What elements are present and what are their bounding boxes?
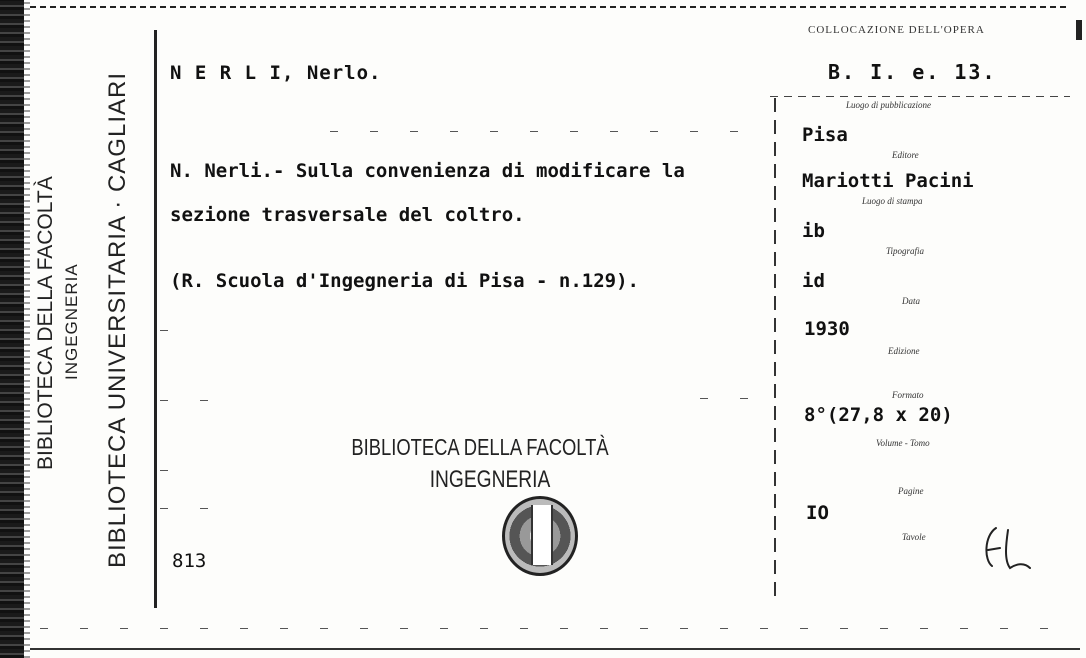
field-value-format: 8°(27,8 x 20) bbox=[804, 404, 953, 426]
faculty-stamp-vertical-line2: INGEGNERIA bbox=[62, 263, 81, 380]
inventory-number: 813 bbox=[172, 550, 207, 572]
field-value-pages: IO bbox=[806, 502, 829, 524]
faculty-stamp-line2: INGEGNERIA bbox=[429, 466, 551, 493]
ruled-line bbox=[700, 398, 770, 399]
right-edge-mark bbox=[1076, 20, 1082, 40]
faculty-stamp-line1: BIBLIOTECA DELLA FACOLTÀ bbox=[351, 434, 609, 460]
ruled-line bbox=[160, 470, 200, 471]
bottom-border bbox=[30, 648, 1080, 650]
field-label-date: Data bbox=[902, 296, 920, 306]
field-label-volume: Volume - Tomo bbox=[876, 438, 930, 448]
field-label-publisher: Editore bbox=[892, 150, 919, 160]
title-line-1: N. Nerli.- Sulla convenienza di modificare la bbox=[170, 160, 685, 182]
field-label-edition: Edizione bbox=[888, 346, 920, 356]
ruled-line bbox=[40, 628, 1080, 629]
ruled-line bbox=[160, 330, 200, 331]
field-label-print-place: Luogo di stampa bbox=[862, 196, 923, 206]
series-statement: (R. Scuola d'Ingegneria di Pisa - n.129). bbox=[170, 270, 639, 292]
ruled-line bbox=[160, 400, 220, 401]
ruled-line bbox=[330, 131, 770, 132]
shelfmark-header: COLLOCAZIONE DELL'OPERA bbox=[808, 24, 985, 36]
left-margin-rule bbox=[154, 30, 157, 608]
field-label-format: Formato bbox=[892, 390, 924, 400]
field-value-print-place: ib bbox=[802, 220, 825, 242]
library-name-vertical: BIBLIOTECA UNIVERSITARIA · CAGLIARI bbox=[104, 71, 131, 568]
field-label-plates: Tavole bbox=[902, 532, 926, 542]
field-label-place: Luogo di pubblicazione bbox=[846, 100, 931, 110]
right-column-top-rule bbox=[770, 96, 1070, 97]
scanned-edge-shadow bbox=[24, 0, 30, 658]
ruled-line bbox=[160, 508, 220, 509]
field-value-date: 1930 bbox=[804, 318, 850, 340]
field-label-printer: Tipografia bbox=[886, 246, 925, 256]
library-seal bbox=[502, 496, 578, 576]
right-column-rule bbox=[774, 98, 776, 598]
faculty-stamp-vertical-line1: BIBLIOTECA DELLA FACOLTÀ bbox=[34, 176, 57, 470]
field-value-place: Pisa bbox=[802, 124, 848, 146]
author-heading: N E R L I, Nerlo. bbox=[170, 62, 382, 84]
scanned-edge bbox=[0, 0, 24, 658]
shelfmark: B. I. e. 13. bbox=[828, 60, 997, 84]
top-border bbox=[30, 6, 1070, 8]
handwritten-initials bbox=[978, 520, 1038, 580]
field-value-printer: id bbox=[802, 270, 825, 292]
field-label-pages: Pagine bbox=[898, 486, 924, 496]
field-value-publisher: Mariotti Pacini bbox=[802, 170, 974, 192]
title-line-2: sezione trasversale del coltro. bbox=[170, 204, 525, 226]
